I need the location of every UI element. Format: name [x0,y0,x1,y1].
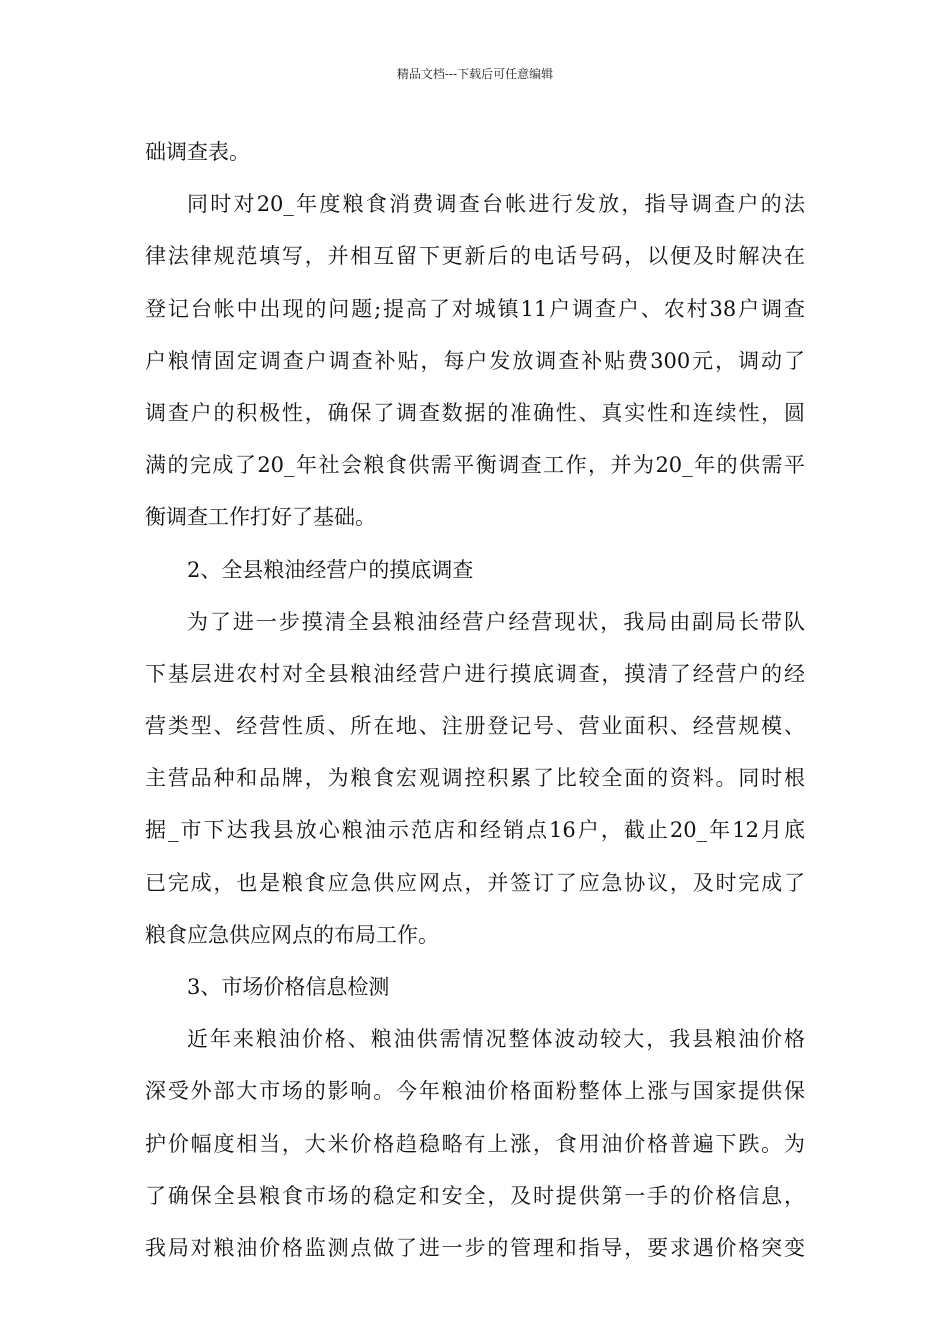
text-line: 我局对粮油价格监测点做了进一步的管理和指导，要求遇价格突变 [145,1235,805,1260]
text-line: 粮食应急供应网点的布局工作。 [145,922,439,947]
section-heading: 2、全县粮油经营户的摸底调查 [187,557,474,582]
text-line: 同时对20_年度粮食消费调查台帐进行发放，指导调查户的法 [187,192,805,217]
text-line: 础调查表。 [145,140,250,164]
text-line: 为了进一步摸清全县粮油经营户经营现状，我局由副局长带队 [187,609,805,634]
text-line: 已完成，也是粮食应急供应网点，并签订了应急协议，及时完成了 [145,870,805,895]
text-line: 律法律规范填写，并相互留下更新后的电话号码，以便及时解决在 [145,244,805,269]
text-line: 下基层进农村对全县粮油经营户进行摸底调查，摸清了经营户的经 [145,661,805,686]
text-line: 登记台帐中出现的问题;提高了对城镇11户调查户、农村38户调查 [145,296,805,321]
text-line: 满的完成了20_年社会粮食供需平衡调查工作，并为20_年的供需平 [145,453,805,478]
text-line: 衡调查工作打好了基础。 [145,505,376,530]
text-line: 护价幅度相当，大米价格趋稳略有上涨，食用油价格普遍下跌。为 [145,1131,805,1156]
section-heading: 3、市场价格信息检测 [187,975,390,999]
text-line: 营类型、经营性质、所在地、注册登记号、营业面积、经营规模、 [145,714,805,739]
text-line: 调查户的积极性，确保了调查数据的准确性、真实性和连续性，圆 [145,400,805,425]
text-line: 户粮情固定调查户调查补贴，每户发放调查补贴费300元，调动了 [145,348,805,373]
text-line: 主营品种和品牌，为粮食宏观调控积累了比较全面的资料。同时根 [145,766,805,791]
document-body [145,126,805,1274]
text-line: 据_市下达我县放心粮油示范店和经销点16户，截止20_年12月底 [145,818,805,843]
text-line: 深受外部大市场的影响。今年粮油价格面粉整体上涨与国家提供保 [145,1079,805,1104]
page-header: 精品文档---下载后可任意编辑 [396,67,554,81]
text-line: 了确保全县粮食市场的稳定和安全，及时提供第一手的价格信息， [145,1183,805,1208]
text-line: 近年来粮油价格、粮油供需情况整体波动较大，我县粮油价格 [187,1027,805,1052]
